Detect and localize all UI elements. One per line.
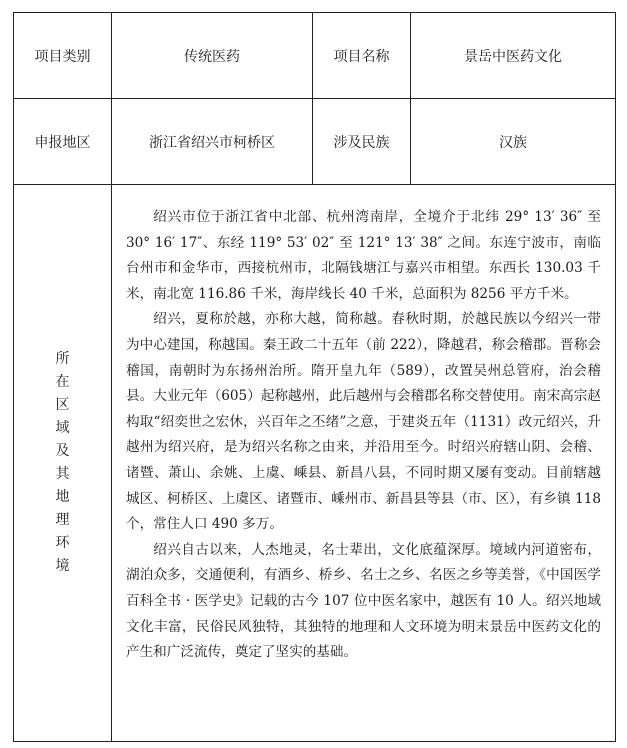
ethnic-label: 涉及民族	[313, 99, 411, 185]
paragraph-history: 绍兴，夏称於越，亦称大越，简称越。春秋时期，於越民族以今绍兴一带为中心建国，称越国。秦王政二十五年（前 222），降越君，称会稽郡。晋称会稽国，南朝时为东扬州治所。隋开皇九年（589），改置吴州总管府，治会稽县。大业元年（605）起称越州，此后越州与会稽郡名称交替使用。南宋高宗赵构取“绍奕世之宏休，兴百年之丕绪”之意，于建炎五年（1131）改元绍兴，升越州为绍兴府，是为绍兴名称之由来，并沿用至今。时绍兴府辖山阴、会稽、诸暨、萧山、余姚、上虞、嵊县、新昌八县，不同时期又屡有变动。目前辖越城区、柯桥区、上虞区、诸暨市、嵊州市、新昌县等县（市、区），有乡镇 118 个，常住人口 490 多万。	[126, 311, 601, 533]
category-label: 项目类别	[14, 13, 112, 99]
label-char: 在	[55, 374, 70, 390]
environment-description	[112, 185, 616, 742]
project-name-label: 项目名称	[313, 13, 411, 99]
label-char: 理	[55, 512, 70, 528]
ethnic-value: 汉族	[411, 99, 616, 185]
table-row	[14, 13, 616, 99]
environment-label	[14, 185, 112, 742]
label-char: 域	[55, 420, 70, 436]
label-char: 环	[55, 535, 70, 551]
table-row	[14, 185, 616, 742]
label-char: 境	[55, 558, 70, 574]
project-info-table	[13, 12, 616, 742]
label-char: 及	[55, 443, 70, 459]
label-char: 其	[55, 466, 70, 482]
label-char: 区	[55, 397, 70, 413]
paragraph-culture: 绍兴自古以来，人杰地灵，名士辈出，文化底蕴深厚。境域内河道密布，湖泊众多，交通便利，有酒乡、桥乡、名士之乡、名医之乡等美誉，《中国医学百科全书 · 医学史》记载的古今 107 位中医名家中，越医有 10 人。绍兴地域文化丰富，民俗民风独特，其独特的地理和人文环境为明末景岳中医药文化的产生和广泛流传，奠定了坚实的基础。	[126, 541, 601, 661]
project-name-value: 景岳中医药文化	[411, 13, 616, 99]
region-label: 申报地区	[14, 99, 112, 185]
table-row	[14, 99, 616, 185]
label-char: 所	[55, 351, 70, 367]
label-char: 地	[55, 489, 70, 505]
paragraph-geography: 绍兴市位于浙江省中北部、杭州湾南岸，全境介于北纬 29° 13′ 36″ 至 30° 16′ 17″、东经 119° 53′ 02″ 至 121° 13′ 38″ 之间。东连宁波市，南临台州市和金华市，西接杭州市，北隔钱塘江与嘉兴市相望。东西长 130.03 千米，南北宽 116.86 千米，海岸线长 40 千米，总面积为 8256 平方千米。	[126, 209, 601, 302]
category-value: 传统医药	[112, 13, 313, 99]
region-value: 浙江省绍兴市柯桥区	[112, 99, 313, 185]
